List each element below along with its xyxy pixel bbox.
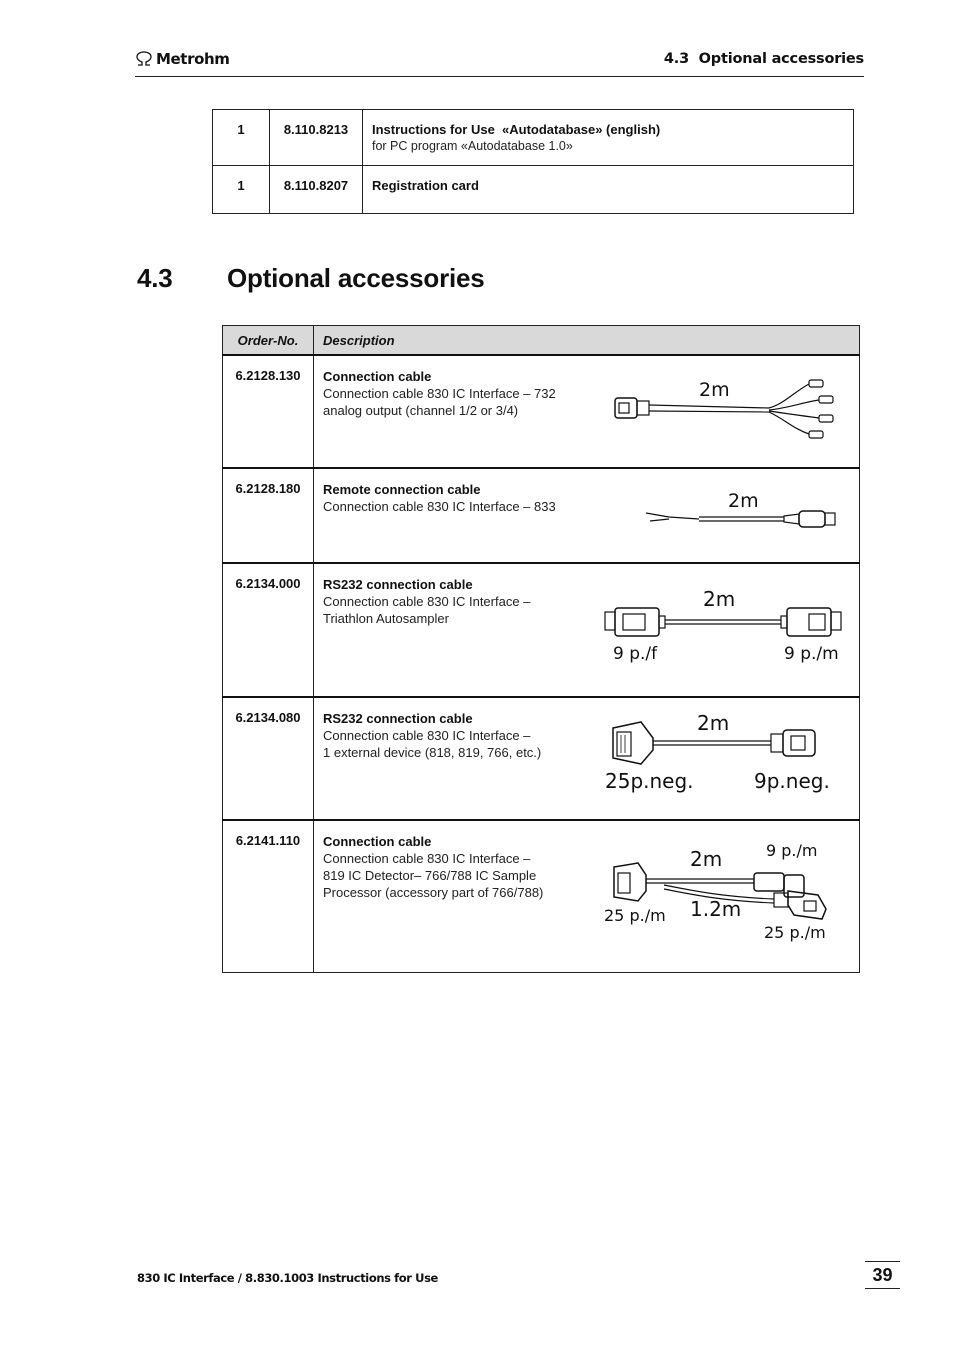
accessory-title: RS232 connection cable xyxy=(323,711,473,726)
connector-left-label: 25p.neg. xyxy=(605,769,694,793)
logo-text: Metrohm xyxy=(156,50,230,68)
description-cell xyxy=(363,166,854,214)
description-cell xyxy=(314,468,860,563)
cable-illustration xyxy=(601,582,851,670)
page-header xyxy=(135,48,864,77)
header-section-title: 4.3 Optional accessories xyxy=(663,51,864,67)
column-header-order: Order-No. xyxy=(223,326,314,356)
connector-right-top-label: 9 p./m xyxy=(766,841,818,860)
part-title: Registration card xyxy=(372,178,479,193)
order-number: 6.2128.130 xyxy=(223,355,314,468)
description-cell xyxy=(314,820,860,972)
cable-length-label: 2m xyxy=(703,587,736,611)
description-cell xyxy=(363,110,854,166)
order-number: 6.2128.180 xyxy=(223,468,314,563)
accessory-description-line: Processor (accessory part of 766/788) xyxy=(323,885,544,900)
part-title: Instructions for Use «Autodatabase» (english) xyxy=(372,122,661,137)
table-row xyxy=(223,820,860,972)
accessory-description-line: Connection cable 830 IC Interface – xyxy=(323,594,531,609)
accessory-title: Remote connection cable xyxy=(323,482,481,497)
connector-right-label: 9p.neg. xyxy=(754,769,830,793)
page-number: 39 xyxy=(865,1261,900,1289)
accessory-description-line: Connection cable 830 IC Interface – 833 xyxy=(323,499,556,514)
connector-left-label: 9 p./f xyxy=(613,644,658,664)
accessory-title: Connection cable xyxy=(323,369,432,384)
cable-length-label: 2m xyxy=(699,379,730,401)
table-row xyxy=(223,355,860,468)
omega-icon xyxy=(135,51,153,67)
description-cell xyxy=(314,563,860,697)
cable-illustration xyxy=(609,374,849,447)
table-header-row xyxy=(223,326,860,356)
table-row xyxy=(213,110,854,166)
accessories-table xyxy=(222,325,860,973)
accessory-description-line: 819 IC Detector– 766/788 IC Sample xyxy=(323,868,537,883)
section-title: Optional accessories xyxy=(227,263,485,293)
table-row xyxy=(223,697,860,820)
order-number: 6.2134.000 xyxy=(223,563,314,697)
cable-length-label-secondary: 1.2m xyxy=(690,897,742,921)
section-number: 4.3 xyxy=(137,263,173,293)
description-cell xyxy=(314,355,860,468)
section-heading xyxy=(137,263,485,294)
table-row xyxy=(223,468,860,563)
column-header-description: Description xyxy=(314,326,860,356)
cable-length-label: 2m xyxy=(690,847,723,871)
accessory-description-line: 1 external device (818, 819, 766, etc.) xyxy=(323,745,542,760)
footer-text: 830 IC Interface / 8.830.1003 Instructions for Use xyxy=(137,1271,438,1285)
accessory-title: RS232 connection cable xyxy=(323,577,473,592)
table-row xyxy=(223,563,860,697)
table-row xyxy=(213,166,854,214)
accessory-description-line: Triathlon Autosampler xyxy=(323,611,449,626)
accessory-description-line: Connection cable 830 IC Interface – xyxy=(323,728,531,743)
cable-length-label: 2m xyxy=(697,711,730,735)
cable-illustration xyxy=(601,708,851,801)
quantity-cell: 1 xyxy=(213,110,270,166)
cable-length-label: 2m xyxy=(728,490,759,512)
parts-table xyxy=(212,109,854,214)
connector-right-bottom-label: 25 p./m xyxy=(764,923,826,942)
part-number-cell: 8.110.8213 xyxy=(270,110,363,166)
order-number: 6.2141.110 xyxy=(223,820,314,972)
cable-illustration xyxy=(644,483,854,536)
accessory-description-line: Connection cable 830 IC Interface – xyxy=(323,851,531,866)
order-number: 6.2134.080 xyxy=(223,697,314,820)
accessory-description-line: analog output (channel 1/2 or 3/4) xyxy=(323,403,519,418)
connector-left-label: 25 p./m xyxy=(604,906,666,925)
quantity-cell: 1 xyxy=(213,166,270,214)
cable-illustration xyxy=(604,835,854,948)
connector-right-label: 9 p./m xyxy=(784,644,839,664)
description-cell xyxy=(314,697,860,820)
metrohm-logo xyxy=(135,50,229,68)
accessory-title: Connection cable xyxy=(323,834,432,849)
part-number-cell: 8.110.8207 xyxy=(270,166,363,214)
accessory-description-line: Connection cable 830 IC Interface – 732 xyxy=(323,386,556,401)
part-subtitle: for PC program «Autodatabase 1.0» xyxy=(372,139,573,153)
